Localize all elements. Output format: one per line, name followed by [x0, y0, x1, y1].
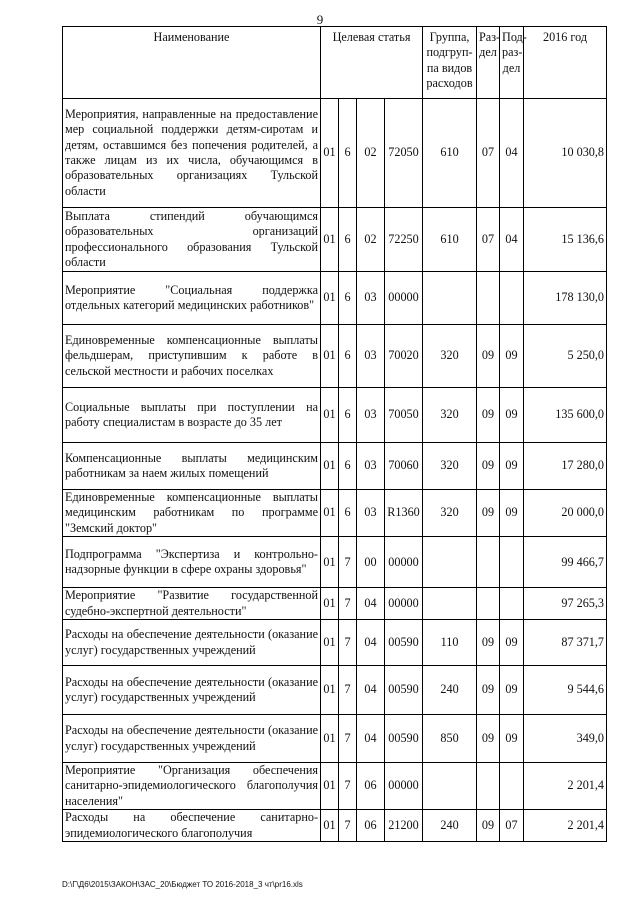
cell-subsection: 09	[500, 325, 524, 388]
table-row	[63, 810, 607, 842]
cell-subsection: 04	[500, 99, 524, 208]
file-path-footer: D:\Г\Д6\2015\ЗАКОН\ЗАС_20\Бюджет ТО 2016-2018_3 чт\pr16.xls	[62, 880, 303, 889]
cell-group	[423, 588, 477, 620]
cell-amount: 178 130,0	[524, 272, 607, 325]
cell-c1: 01	[321, 666, 339, 715]
cell-c1: 01	[321, 763, 339, 810]
cell-name: Единовременные компенсационные выплаты фельдшерам, приступившим к работе в сельской местности и рабочих поселках	[63, 325, 321, 388]
cell-c1: 01	[321, 325, 339, 388]
cell-c1: 01	[321, 810, 339, 842]
cell-subsection: 09	[500, 388, 524, 443]
cell-c1: 01	[321, 208, 339, 272]
cell-c2: 7	[339, 810, 357, 842]
table-row	[63, 763, 607, 810]
header-group: Группа, подгруп-па видов расходов	[423, 27, 477, 99]
cell-subsection	[500, 537, 524, 588]
cell-c2: 7	[339, 666, 357, 715]
cell-c3: 03	[357, 388, 385, 443]
cell-c3: 02	[357, 208, 385, 272]
cell-c1: 01	[321, 99, 339, 208]
table-row	[63, 620, 607, 666]
cell-c4: 00000	[385, 537, 423, 588]
cell-subsection: 04	[500, 208, 524, 272]
cell-subsection: 09	[500, 443, 524, 490]
cell-subsection: 09	[500, 666, 524, 715]
cell-c4: 21200	[385, 810, 423, 842]
cell-c3: 03	[357, 325, 385, 388]
cell-section	[477, 763, 500, 810]
cell-c2: 7	[339, 715, 357, 763]
cell-c4: R1360	[385, 490, 423, 537]
cell-c1: 01	[321, 715, 339, 763]
table-row	[63, 588, 607, 620]
cell-c2: 7	[339, 588, 357, 620]
cell-c2: 6	[339, 272, 357, 325]
table-header-row	[63, 27, 607, 99]
cell-c3: 04	[357, 715, 385, 763]
cell-name: Единовременные компенсационные выплаты медицинским работникам по программе "Земский доктор"	[63, 490, 321, 537]
table-row	[63, 325, 607, 388]
cell-subsection: 07	[500, 810, 524, 842]
cell-c4: 00000	[385, 588, 423, 620]
cell-name: Компенсационные выплаты медицинским работникам за наем жилых помещений	[63, 443, 321, 490]
cell-c2: 7	[339, 537, 357, 588]
page-number: 9	[316, 12, 324, 27]
cell-c4: 00000	[385, 763, 423, 810]
cell-c1: 01	[321, 443, 339, 490]
table-body	[63, 99, 607, 842]
table-row	[63, 537, 607, 588]
cell-group: 240	[423, 666, 477, 715]
cell-c2: 6	[339, 325, 357, 388]
cell-subsection	[500, 588, 524, 620]
cell-subsection: 09	[500, 620, 524, 666]
cell-group	[423, 272, 477, 325]
cell-section	[477, 272, 500, 325]
cell-c3: 00	[357, 537, 385, 588]
cell-c3: 03	[357, 443, 385, 490]
cell-group: 850	[423, 715, 477, 763]
cell-c2: 6	[339, 388, 357, 443]
cell-section: 09	[477, 810, 500, 842]
cell-c3: 06	[357, 763, 385, 810]
cell-group: 240	[423, 810, 477, 842]
cell-group: 110	[423, 620, 477, 666]
cell-group: 320	[423, 490, 477, 537]
cell-section: 09	[477, 443, 500, 490]
cell-name: Подпрограмма "Экспертиза и контрольно-надзорные функции в сфере охраны здоровья"	[63, 537, 321, 588]
cell-subsection	[500, 272, 524, 325]
cell-group	[423, 537, 477, 588]
cell-section: 09	[477, 715, 500, 763]
cell-c1: 01	[321, 490, 339, 537]
cell-amount: 2 201,4	[524, 810, 607, 842]
header-year: 2016 год	[524, 27, 607, 99]
cell-name: Расходы на обеспечение деятельности (оказание услуг) государственных учреждений	[63, 666, 321, 715]
table-row	[63, 666, 607, 715]
cell-c3: 06	[357, 810, 385, 842]
cell-group: 320	[423, 443, 477, 490]
table-row	[63, 208, 607, 272]
cell-c3: 04	[357, 666, 385, 715]
header-section: Раз-дел	[477, 27, 500, 99]
table-row	[63, 490, 607, 537]
table-row	[63, 715, 607, 763]
cell-name: Выплата стипендий обучающимся образовательных организаций профессионального образования Тульской области	[63, 208, 321, 272]
table-row	[63, 99, 607, 208]
cell-c3: 03	[357, 490, 385, 537]
cell-name: Мероприятия, направленные на предоставление мер социальной поддержки детям-сиротам и детям, оставшимся без попечения родителей, а также лицам из их числа, обучающимся в образовательных организациях Тульской области	[63, 99, 321, 208]
cell-c1: 01	[321, 272, 339, 325]
cell-c4: 72250	[385, 208, 423, 272]
cell-amount: 15 136,6	[524, 208, 607, 272]
cell-c4: 70050	[385, 388, 423, 443]
table-row	[63, 272, 607, 325]
cell-subsection	[500, 763, 524, 810]
table-row	[63, 443, 607, 490]
cell-c2: 6	[339, 208, 357, 272]
cell-amount: 10 030,8	[524, 99, 607, 208]
cell-c4: 70060	[385, 443, 423, 490]
cell-section: 07	[477, 99, 500, 208]
cell-name: Социальные выплаты при поступлении на работу специалистам в возрасте до 35 лет	[63, 388, 321, 443]
cell-amount: 87 371,7	[524, 620, 607, 666]
cell-group: 610	[423, 99, 477, 208]
cell-section: 07	[477, 208, 500, 272]
cell-amount: 5 250,0	[524, 325, 607, 388]
cell-group: 320	[423, 388, 477, 443]
cell-name: Расходы на обеспечение деятельности (оказание услуг) государственных учреждений	[63, 620, 321, 666]
cell-amount: 99 466,7	[524, 537, 607, 588]
cell-c4: 70020	[385, 325, 423, 388]
cell-c2: 6	[339, 443, 357, 490]
cell-section: 09	[477, 490, 500, 537]
cell-c3: 04	[357, 620, 385, 666]
cell-c4: 00590	[385, 715, 423, 763]
cell-c4: 72050	[385, 99, 423, 208]
cell-section: 09	[477, 620, 500, 666]
budget-table	[62, 26, 607, 842]
cell-amount: 135 600,0	[524, 388, 607, 443]
cell-group: 610	[423, 208, 477, 272]
cell-subsection: 09	[500, 715, 524, 763]
cell-section	[477, 588, 500, 620]
cell-c3: 03	[357, 272, 385, 325]
table-row	[63, 388, 607, 443]
cell-group	[423, 763, 477, 810]
cell-c3: 04	[357, 588, 385, 620]
cell-amount: 20 000,0	[524, 490, 607, 537]
cell-amount: 349,0	[524, 715, 607, 763]
cell-section: 09	[477, 325, 500, 388]
cell-name: Расходы на обеспечение деятельности (оказание услуг) государственных учреждений	[63, 715, 321, 763]
cell-section: 09	[477, 388, 500, 443]
cell-name: Расходы на обеспечение санитарно-эпидемиологического благополучия	[63, 810, 321, 842]
cell-section: 09	[477, 666, 500, 715]
cell-c4: 00000	[385, 272, 423, 325]
header-subsection: Под-раз-дел	[500, 27, 524, 99]
cell-amount: 97 265,3	[524, 588, 607, 620]
cell-c4: 00590	[385, 666, 423, 715]
cell-group: 320	[423, 325, 477, 388]
cell-subsection: 09	[500, 490, 524, 537]
cell-c4: 00590	[385, 620, 423, 666]
cell-name: Мероприятие "Развитие государственной судебно-экспертной деятельности"	[63, 588, 321, 620]
cell-amount: 17 280,0	[524, 443, 607, 490]
cell-c1: 01	[321, 388, 339, 443]
cell-c1: 01	[321, 588, 339, 620]
cell-c2: 7	[339, 620, 357, 666]
cell-c2: 6	[339, 99, 357, 208]
cell-section	[477, 537, 500, 588]
cell-c1: 01	[321, 537, 339, 588]
cell-name: Мероприятие "Организация обеспечения санитарно-эпидемиологического благополучия населения"	[63, 763, 321, 810]
cell-c2: 6	[339, 490, 357, 537]
cell-amount: 9 544,6	[524, 666, 607, 715]
cell-c3: 02	[357, 99, 385, 208]
cell-amount: 2 201,4	[524, 763, 607, 810]
header-target: Целевая статья	[321, 27, 423, 99]
cell-c2: 7	[339, 763, 357, 810]
cell-c1: 01	[321, 620, 339, 666]
cell-name: Мероприятие "Социальная поддержка отдельных категорий медицинских работников"	[63, 272, 321, 325]
header-name: Наименование	[63, 27, 321, 99]
